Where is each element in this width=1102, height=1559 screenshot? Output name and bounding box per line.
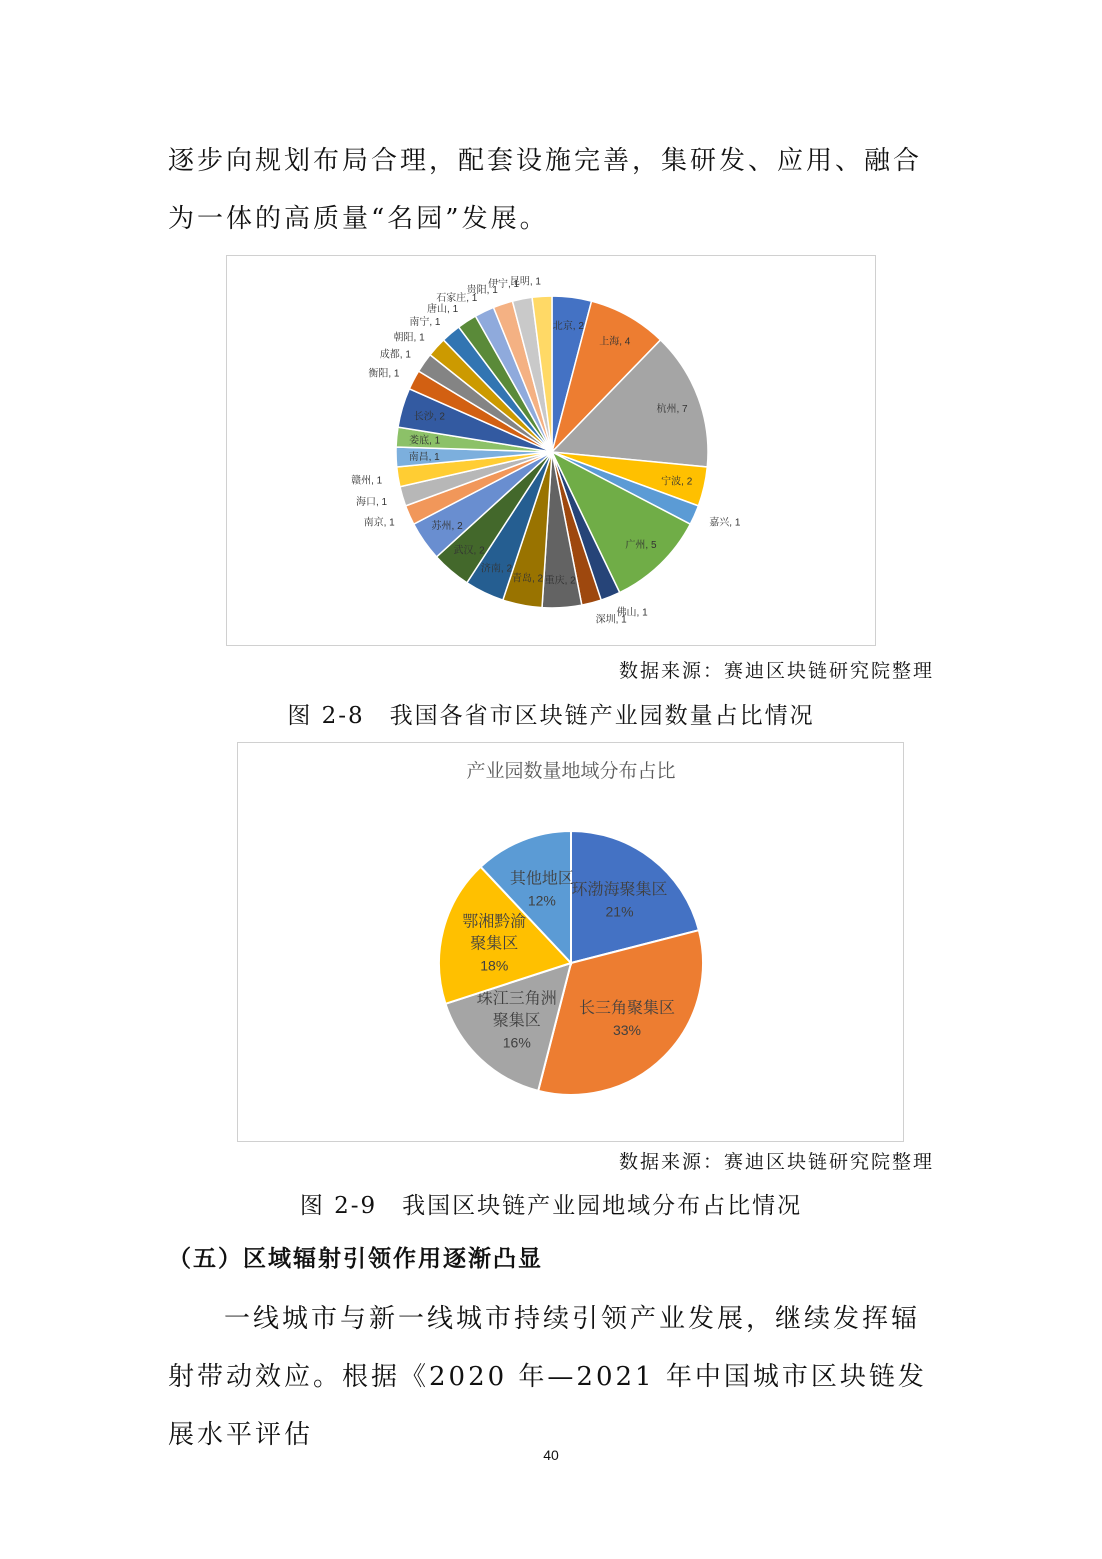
pie-label-0: 北京, 2 (552, 321, 584, 333)
section-heading: （五）区域辐射引领作用逐渐凸显 (168, 1245, 543, 1272)
pie-label-14: 海口, 1 (355, 496, 388, 508)
chart-city-parks (226, 255, 876, 646)
figure2-caption: 图 2-9 我国区块链产业园地域分布占比情况 (299, 1193, 803, 1219)
pie-label-13: 南京, 1 (363, 517, 395, 529)
pie-chart-cities (227, 256, 877, 647)
pie-label-12: 苏州, 2 (431, 521, 463, 533)
region-label-2: 珠江三角洲 (476, 990, 557, 1008)
region-percent-3: 18% (480, 957, 509, 974)
pie-label-11: 武汉, 2 (453, 545, 485, 557)
pie-label-1: 上海, 4 (599, 336, 631, 348)
pie-label-19: 衡阳, 1 (368, 368, 400, 380)
pie-label-8: 重庆, 2 (544, 575, 576, 587)
pie-label-26: 伊宁, 1 (487, 279, 520, 291)
paragraph-intro: 逐步向规划布局合理，配套设施完善，集研发、应用、融合为一体的高质量“名园”发展。 (168, 146, 923, 234)
page-number: 40 (543, 1447, 559, 1463)
pie-label-4: 嘉兴, 1 (709, 517, 741, 529)
pie-label-9: 青岛, 2 (511, 573, 544, 585)
pie-label-27: 昆明, 1 (509, 276, 541, 288)
pie-label-15: 赣州, 1 (351, 475, 383, 487)
figure1-source: 数据来源：赛迪区块链研究院整理 (618, 660, 934, 682)
figure2-source: 数据来源：赛迪区块链研究院整理 (618, 1151, 934, 1173)
region-label-2: 聚集区 (492, 1012, 541, 1030)
chart-title: 产业园数量地域分布占比 (466, 761, 676, 782)
figure1-caption: 图 2-8 我国各省市区块链产业园数量占比情况 (287, 703, 815, 729)
region-label-3: 鄂湘黔渝 (462, 913, 527, 931)
chart-region-parks (237, 742, 904, 1142)
region-label-0: 环渤海聚集区 (571, 881, 668, 899)
pie-label-17: 娄底, 1 (409, 435, 441, 447)
pie-label-5: 广州, 5 (625, 539, 657, 551)
region-label-4: 其他地区 (509, 870, 574, 888)
pie-label-25: 贵阳, 1 (466, 284, 498, 296)
pie-label-16: 南昌, 1 (408, 452, 440, 464)
pie-label-21: 朝阳, 1 (393, 332, 425, 344)
pie-label-22: 南宁, 1 (409, 317, 441, 329)
region-percent-4: 12% (527, 892, 556, 909)
region-percent-2: 16% (502, 1034, 531, 1051)
pie-label-6: 佛山, 1 (616, 607, 648, 619)
pie-label-23: 唐山, 1 (427, 303, 459, 315)
region-percent-0: 21% (605, 903, 634, 920)
region-percent-1: 33% (612, 1022, 642, 1039)
region-label-3: 聚集区 (470, 935, 519, 953)
pie-label-2: 杭州, 7 (656, 403, 688, 415)
region-label-1: 长三角聚集区 (578, 1000, 676, 1018)
pie-chart-regions (238, 743, 905, 1143)
paragraph-body: 一线城市与新一线城市持续引领产业发展，继续发挥辐射带动效应。根据《2020 年—2021 年中国城市区块链发展水平评估 (168, 1304, 927, 1450)
pie-label-7: 深圳, 1 (595, 614, 627, 626)
pie-label-18: 长沙, 2 (413, 411, 445, 423)
pie-label-24: 石家庄, 1 (436, 293, 478, 305)
pie-label-20: 成都, 1 (379, 349, 411, 361)
pie-label-3: 宁波, 2 (661, 476, 693, 488)
pie-label-10: 济南, 2 (480, 563, 513, 575)
